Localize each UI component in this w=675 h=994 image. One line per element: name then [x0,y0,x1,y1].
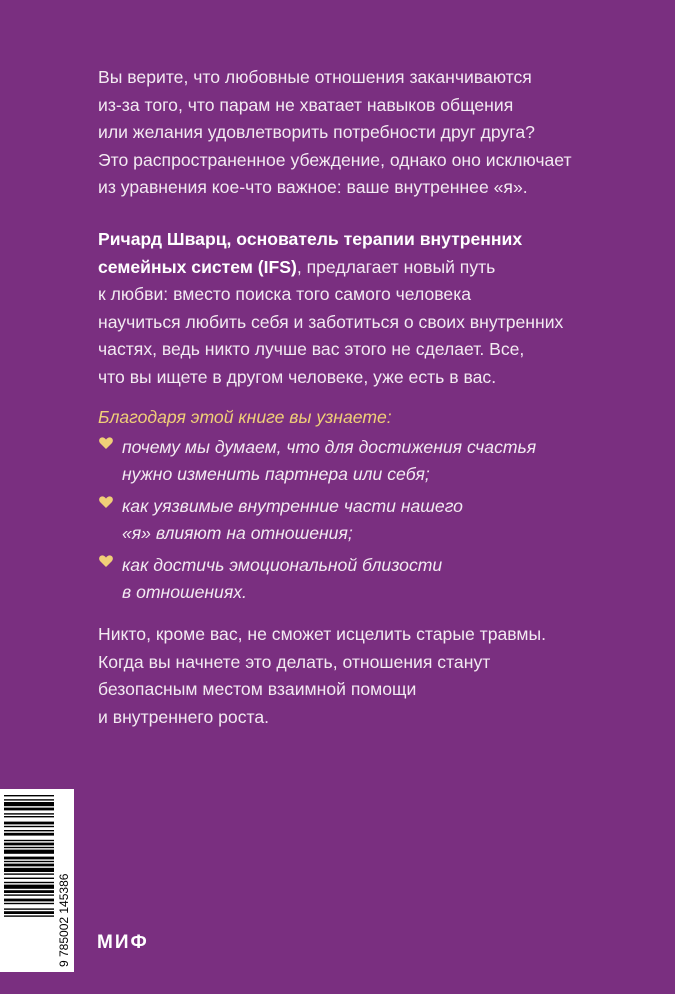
barcode-bar [4,822,54,825]
text-line [98,254,638,282]
text-line: из уравнения кое-что важное: ваше внутреннее «я». [98,177,528,197]
barcode-bar [4,882,54,883]
barcode-bar [4,843,54,846]
barcode-bar [4,816,54,817]
text-line: научиться любить себя и заботиться о своих внутренних [98,311,564,332]
list-item-line: в отношениях. [122,582,247,602]
list-item [98,493,618,547]
list-item-line: нужно изменить партнера или себя; [122,464,430,484]
barcode-bar [4,890,54,893]
barcode-bar [4,878,54,879]
barcode-bar [4,903,54,904]
heart-icon [98,494,114,510]
isbn-barcode [0,789,74,972]
barcode-bar [4,864,54,867]
author-paragraph [98,226,638,391]
barcode-bar [4,802,54,806]
barcode-bar [4,830,54,831]
barcode-bar [4,899,54,902]
heart-icon [98,553,114,569]
learn-heading: Благодаря этой книге вы узнаете: [98,407,392,427]
barcode-bar [4,833,54,836]
text-line: безопасным местом взаимной помощи [98,679,417,699]
barcode-bar [4,873,54,874]
text-line: что вы ищете в другом человеке, уже есть в вас. [98,366,497,387]
list-item-line: почему мы думаем, что для достижения счастья [122,437,537,457]
text-line: из-за того, что парам не хватает навыков общения [98,94,514,115]
list-item [98,552,618,606]
barcode-bar [4,826,54,827]
barcode-bar [4,840,54,841]
text-line: частях, ведь никто лучше вас этого не сделает. Все, [98,339,525,359]
barcode-bar [4,808,54,811]
barcode-bar [4,847,54,848]
publisher-logo: МИФ [97,932,149,953]
barcode-bar [4,857,54,860]
text-line: или желания удовлетворить потребности друг друга? [98,122,535,142]
list-item-line: «я» влияют на отношения; [122,523,353,543]
learn-list [98,434,618,611]
heart-icon [98,435,114,451]
list-item-line: как уязвимые внутренние части нашего [122,496,463,516]
text-line: к любви: вместо поиска того самого человека [98,284,472,304]
barcode-bar [4,911,54,914]
intro-paragraph [98,64,638,202]
list-item-line: как достичь эмоциональной близости [122,555,443,575]
barcode-bar [4,850,54,854]
text-line: Это распространенное убеждение, однако оно исключает [98,149,572,170]
barcode-bar [4,813,54,814]
barcode-bar [4,795,54,796]
text-line: Никто, кроме вас, не сможет исцелить старые травмы. [98,624,547,644]
text-line [98,226,638,254]
text-line: Вы верите, что любовные отношения заканчиваются [98,67,532,87]
method-name: семейных систем (IFS) [98,256,297,277]
text-span: , предлагает новый путь [296,256,496,277]
barcode-digits: 9 785002 145386 [57,873,71,967]
closing-paragraph [98,621,638,731]
barcode-graphic [0,789,74,972]
barcode-bar [4,908,54,909]
barcode-bar [4,861,54,862]
barcode-bar [4,885,54,889]
list-item [98,434,618,488]
barcode-bar [4,894,54,895]
text-line: и внутреннего роста. [98,706,270,727]
barcode-bar [4,868,54,872]
barcode-bar [4,915,54,916]
author-name: Ричард Шварц, основатель терапии внутренних [98,229,523,249]
barcode-bar [4,799,54,800]
text-line: Когда вы начнете это делать, отношения станут [98,651,491,672]
